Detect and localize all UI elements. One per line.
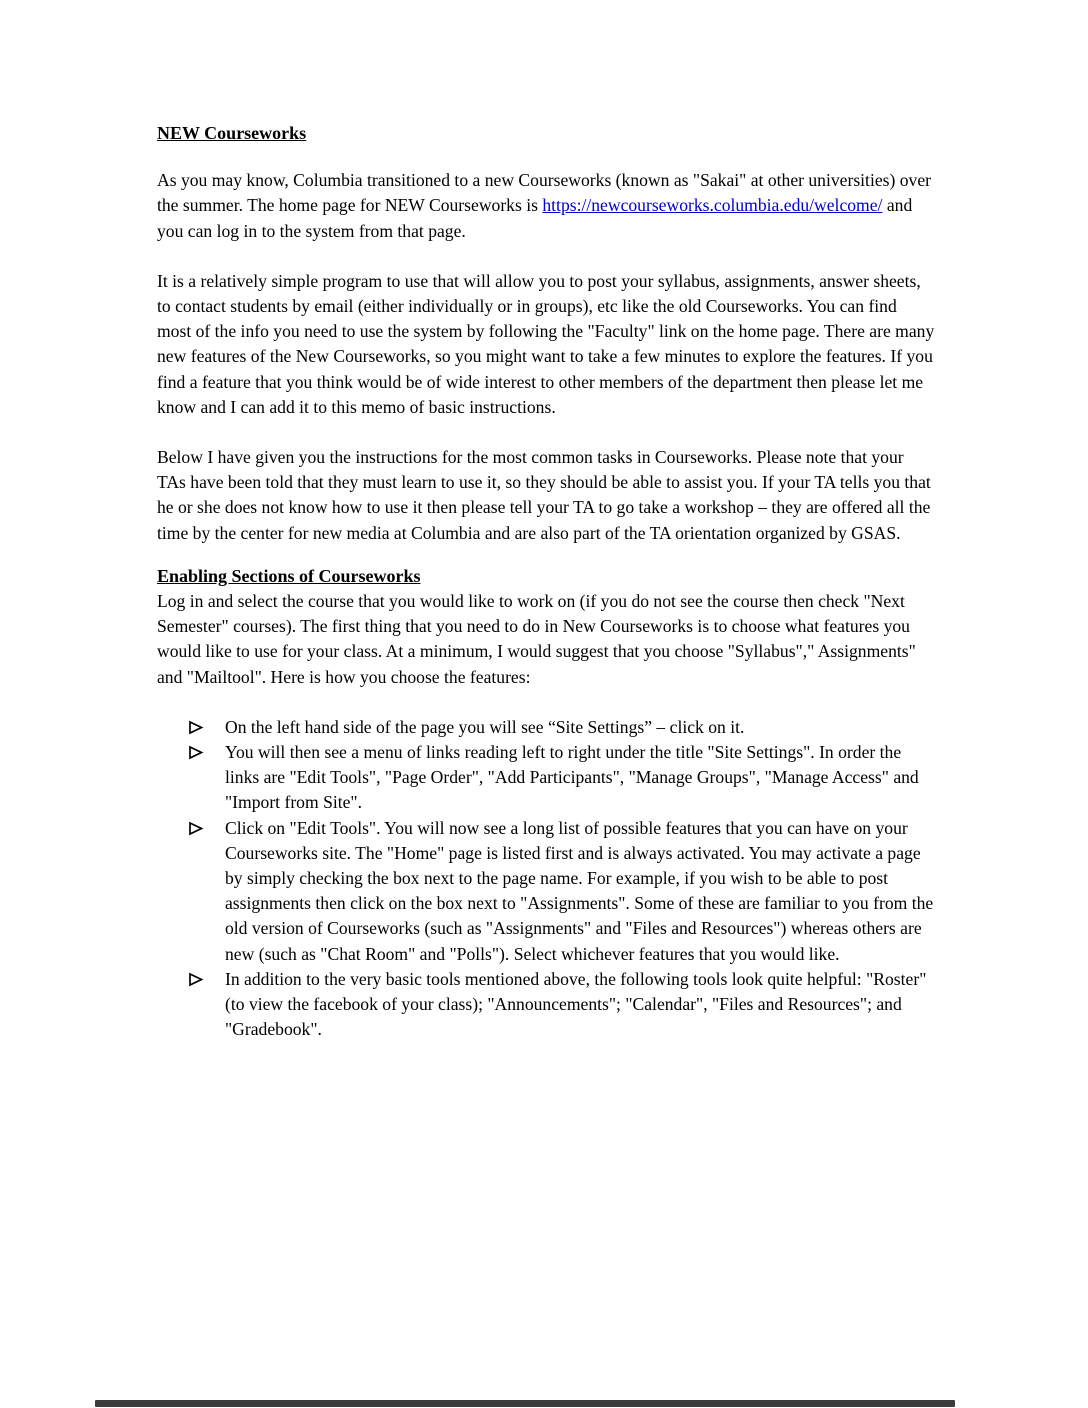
section-heading-enabling-sections: Enabling Sections of Courseworks xyxy=(157,565,421,586)
paragraph-intro xyxy=(157,168,935,244)
list-item xyxy=(157,967,935,1043)
bullet-arrow-icon xyxy=(188,972,204,987)
paragraph-instructions-note: Below I have given you the instructions for the most common tasks in Courseworks. Please note that your TAs have been told that they must learn to use it, so they should be able to assist you. If your TA tells you that he or she does not know how to use it then please tell your TA to go take a workshop – they are offered all the time by the center for new media at Columbia and are also part of the TA orientation organized by GSAS. xyxy=(157,447,931,543)
list-item-text: You will then see a menu of links reading left to right under the title "Site Settings". In order the links are "Edit Tools", "Page Order", "Add Participants", "Manage Groups", "Manage Access" and "Import from Site". xyxy=(225,742,919,813)
section-heading-new-courseworks: NEW Courseworks xyxy=(157,123,307,143)
document-content xyxy=(157,121,935,1043)
paragraph-program-overview: It is a relatively simple program to use that will allow you to post your syllabus, assignments, answer sheets, to contact students by email (either individually or in groups), etc like the old Courseworks. You can find most of the info you need to use the system by following the "Faculty" link on the home page. There are many new features of the New Courseworks, so you might want to take a few minutes to explore the features. If you find a feature that you think would be of wide interest to other members of the department then please let me know and I can add it to this memo of basic instructions. xyxy=(157,270,935,417)
page-edge-scan-artifact xyxy=(95,1400,955,1407)
list-item-text: On the left hand side of the page you will see “Site Settings” – click on it. xyxy=(225,716,745,737)
list-item xyxy=(157,715,935,740)
list-item-text: In addition to the very basic tools mentioned above, the following tools look quite helpful: "Roster" (to view the facebook of your class); "Announcements"; "Calendar", "Files and Resources"; and "Gradebook". xyxy=(225,968,927,1040)
bullet-arrow-icon xyxy=(188,745,204,760)
paragraph-intro-text-before-link: As you may know, Columbia transitioned to a new Courseworks (known as "Sakai" at other universities) over the summer. The home page for NEW Courseworks is xyxy=(157,170,932,216)
list-item xyxy=(157,740,935,816)
paragraph-enabling-sections-intro: Log in and select the course that you would like to work on (if you do not see the course then check "Next Semester" courses). The first thing that you need to do in New Courseworks is to choose what features you would like to use for your class. At a minimum, I would suggest that you choose "Syllabus"," Assignments" and "Mailtool". Here is how you choose the features: xyxy=(157,591,916,687)
paragraph-intro-text-after-link: and you can log in to the system from that page. xyxy=(157,195,913,241)
bullet-arrow-icon xyxy=(188,821,204,836)
list-item-text: Click on "Edit Tools". You will now see a long list of possible features that you can have on your Courseworks site. The "Home" page is listed first and is always activated. You may activate a page by simply checking the box next to the page name. For example, if you wish to be able to post assignments then click on the box next to "Assignments". Some of these are familiar to you from the old version of Courseworks (such as "Assignments" and "Files and Resources") whereas others are new (such as "Chat Room" and "Polls"). Select whichever features that you would like. xyxy=(225,817,934,964)
list-item xyxy=(157,816,935,967)
instructions-bullet-list xyxy=(157,715,935,1043)
courseworks-welcome-link[interactable]: https://newcourseworks.columbia.edu/welcome/ xyxy=(542,195,883,216)
bullet-arrow-icon xyxy=(188,720,204,735)
